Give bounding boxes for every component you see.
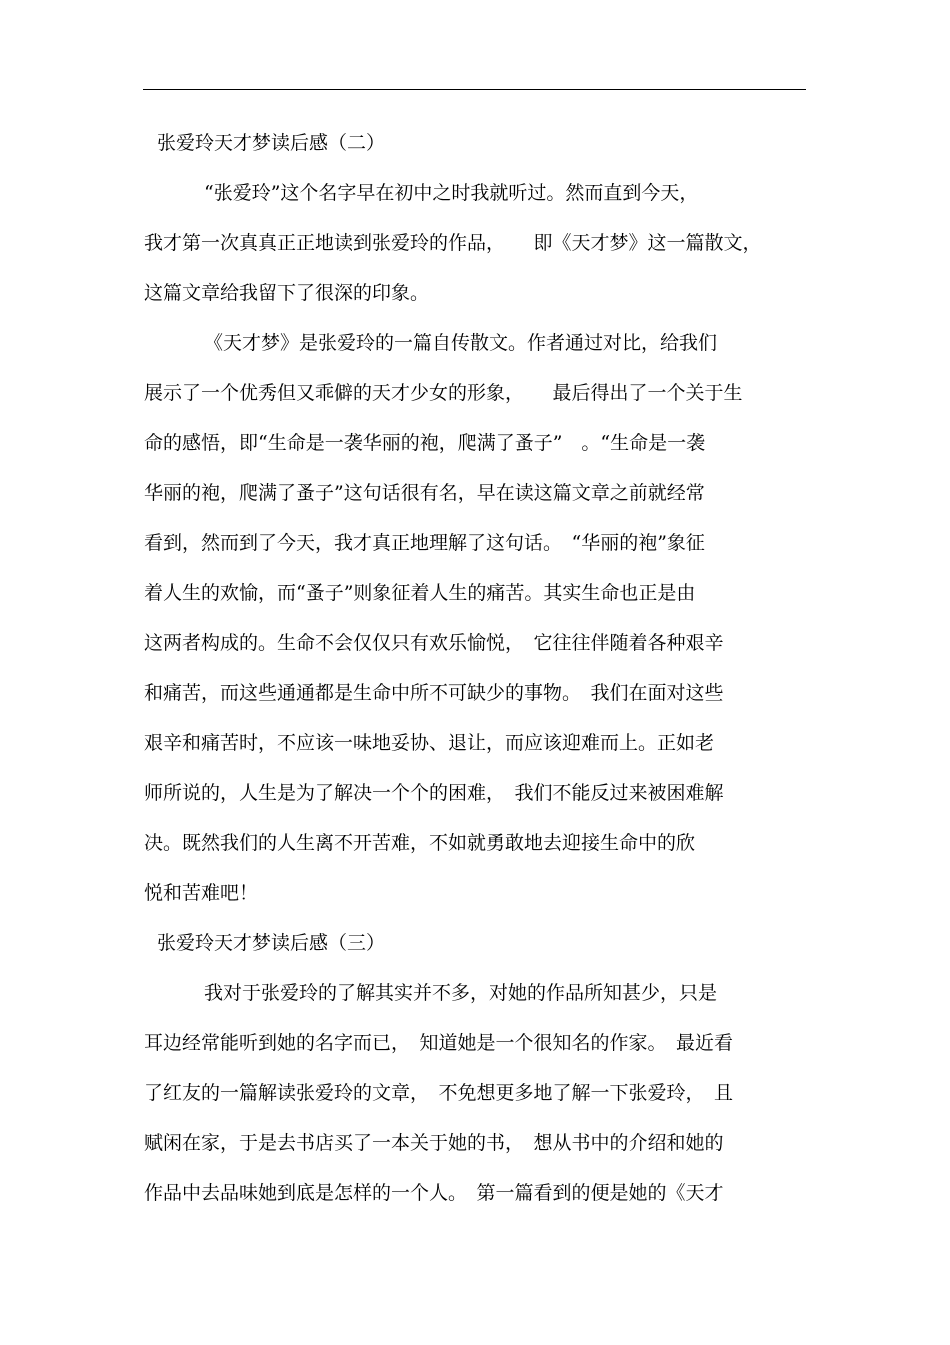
paragraph-line: 师所说的，人生是为了解决一个个的困难， 我们不能反过来被困难解 — [144, 782, 724, 804]
paragraph-line: 作品中去品味她到底是怎样的一个人。 第一篇看到的便是她的《天才 — [144, 1182, 724, 1204]
paragraph-line: 赋闲在家，于是去书店买了一本关于她的书， 想从书中的介绍和她的 — [144, 1132, 724, 1154]
paragraph-line: 着人生的欢愉，而“蚤子”则象征着人生的痛苦。其实生命也正是由 — [144, 582, 696, 604]
header-rule — [143, 89, 806, 90]
section-heading-3: 张爱玲天才梦读后感（三） — [157, 932, 386, 954]
paragraph-line: 我才第一次真真正正地读到张爱玲的作品， 即《天才梦》这一篇散文， — [144, 232, 762, 254]
paragraph-line: 命的感悟，即“生命是一袭华丽的袍，爬满了蚤子” 。“生命是一袭 — [144, 432, 706, 454]
paragraph-line: 耳边经常能听到她的名字而已， 知道她是一个很知名的作家。 最近看 — [144, 1032, 734, 1054]
section-heading-2: 张爱玲天才梦读后感（二） — [157, 132, 386, 154]
paragraph-line: 这篇文章给我留下了很深的印象。 — [144, 282, 430, 304]
paragraph-line: 和痛苦，而这些通通都是生命中所不可缺少的事物。 我们在面对这些 — [144, 682, 724, 704]
paragraph-line: 《天才梦》是张爱玲的一篇自传散文。作者通过对比，给我们 — [204, 332, 718, 354]
paragraph-line: 这两者构成的。生命不会仅仅只有欢乐愉悦， 它往往伴随着各种艰辛 — [144, 632, 724, 654]
paragraph-line: 展示了一个优秀但又乖僻的天才少女的形象， 最后得出了一个关于生 — [144, 382, 743, 404]
paragraph-line: 了红友的一篇解读张爱玲的文章， 不免想更多地了解一下张爱玲， 且 — [144, 1082, 734, 1104]
paragraph-line: 艰辛和痛苦时，不应该一味地妥协、退让，而应该迎难而上。正如老 — [144, 732, 715, 754]
paragraph-line: 悦和苦难吧！ — [144, 882, 259, 904]
paragraph-line: 我对于张爱玲的了解其实并不多，对她的作品所知甚少，只是 — [204, 982, 718, 1004]
paragraph-line: 决。既然我们的人生离不开苦难，不如就勇敢地去迎接生命中的欣 — [144, 832, 696, 854]
paragraph-line: 看到，然而到了今天，我才真正地理解了这句话。 “华丽的袍”象征 — [144, 532, 705, 554]
paragraph-line: “张爱玲”这个名字早在初中之时我就听过。然而直到今天， — [204, 182, 699, 204]
paragraph-line: 华丽的袍，爬满了蚤子”这句话很有名，早在读这篇文章之前就经常 — [144, 482, 705, 504]
